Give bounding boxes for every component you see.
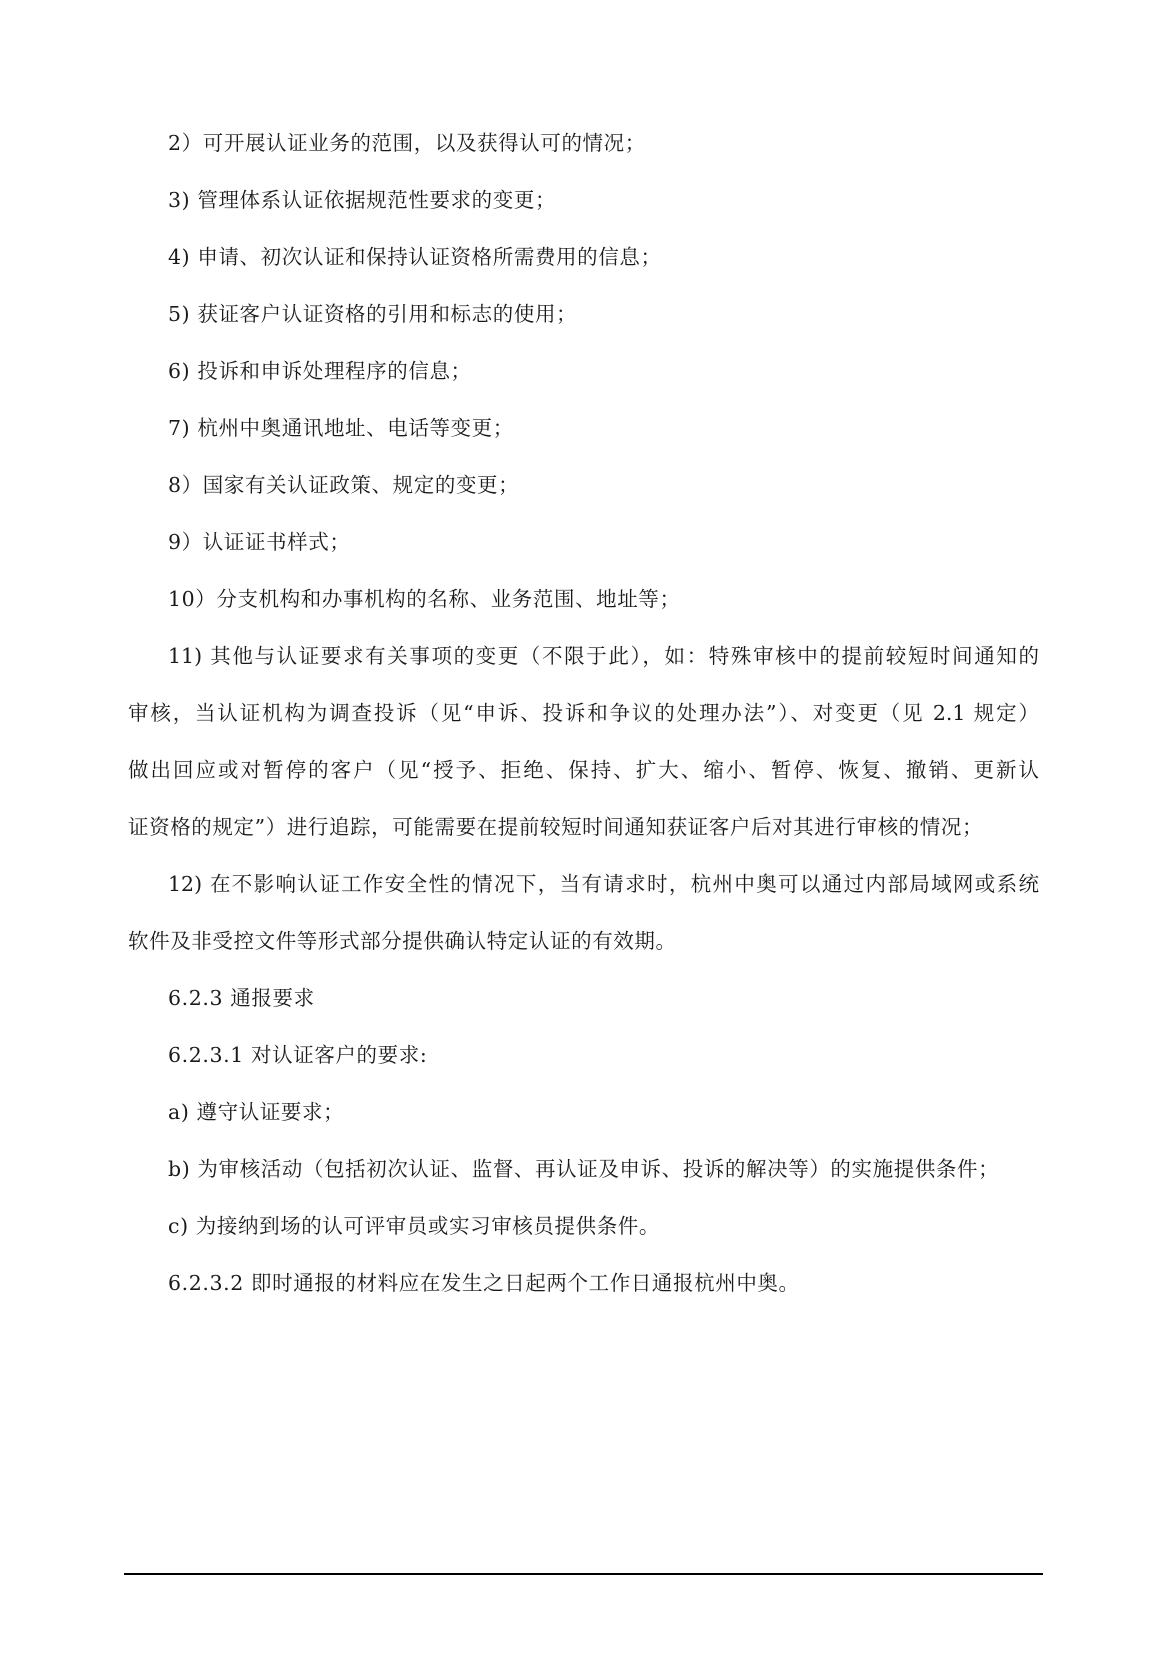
list-item-4: 4) 申请、初次认证和保持认证资格所需费用的信息； xyxy=(168,245,662,269)
section-6-2-3-2-paragraph: 6.2.3.2 即时通报的材料应在发生之日起两个工作日通报杭州中奥。 xyxy=(168,1271,800,1295)
section-heading-6-2-3-1: 6.2.3.1 对认证客户的要求: xyxy=(168,1043,428,1067)
list-item-7: 7) 杭州中奥通讯地址、电话等变更； xyxy=(168,416,514,440)
requirement-item-a: a) 遵守认证要求； xyxy=(168,1100,345,1124)
list-item-11-line: 11) 其他与认证要求有关事项的变更（不限于此），如：特殊审核中的提前较短时间通知的 xyxy=(168,644,1039,668)
list-item-12-line: 软件及非受控文件等形式部分提供确认特定认证的有效期。 xyxy=(128,929,677,953)
requirement-item-b: b) 为审核活动（包括初次认证、监督、再认证及申诉、投诉的解决等）的实施提供条件； xyxy=(168,1157,1000,1181)
list-item-12-line: 12) 在不影响认证工作安全性的情况下，当有请求时，杭州中奥可以通过内部局域网或系统 xyxy=(168,872,1039,896)
section-heading-6-2-3: 6.2.3 通报要求 xyxy=(168,986,315,1010)
list-item-10: 10）分支机构和办事机构的名称、业务范围、地址等； xyxy=(168,587,681,611)
list-item-11-line: 审核，当认证机构为调查投诉（见“申诉、投诉和争议的处理办法”）、对变更（见 2.1 规定） xyxy=(128,701,1039,725)
list-item-8: 8）国家有关认证政策、规定的变更； xyxy=(168,473,520,497)
list-item-5: 5) 获证客户认证资格的引用和标志的使用； xyxy=(168,302,578,326)
list-item-11-line: 做出回应或对暂停的客户（见“授予、拒绝、保持、扩大、缩小、暂停、恢复、撤销、更新认 xyxy=(128,758,1039,782)
list-item-2: 2）可开展认证业务的范围，以及获得认可的情况； xyxy=(168,131,646,155)
list-item-9: 9）认证证书样式； xyxy=(168,530,351,554)
requirement-item-c: c) 为接纳到场的认可评审员或实习审核员提供条件。 xyxy=(168,1214,660,1238)
list-item-6: 6) 投诉和申诉处理程序的信息； xyxy=(168,359,472,383)
list-item-11-line: 证资格的规定”）进行追踪，可能需要在提前较短时间通知获证客户后对其进行审核的情况； xyxy=(128,815,984,839)
footer-divider xyxy=(124,1573,1043,1575)
list-item-3: 3) 管理体系认证依据规范性要求的变更； xyxy=(168,188,557,212)
